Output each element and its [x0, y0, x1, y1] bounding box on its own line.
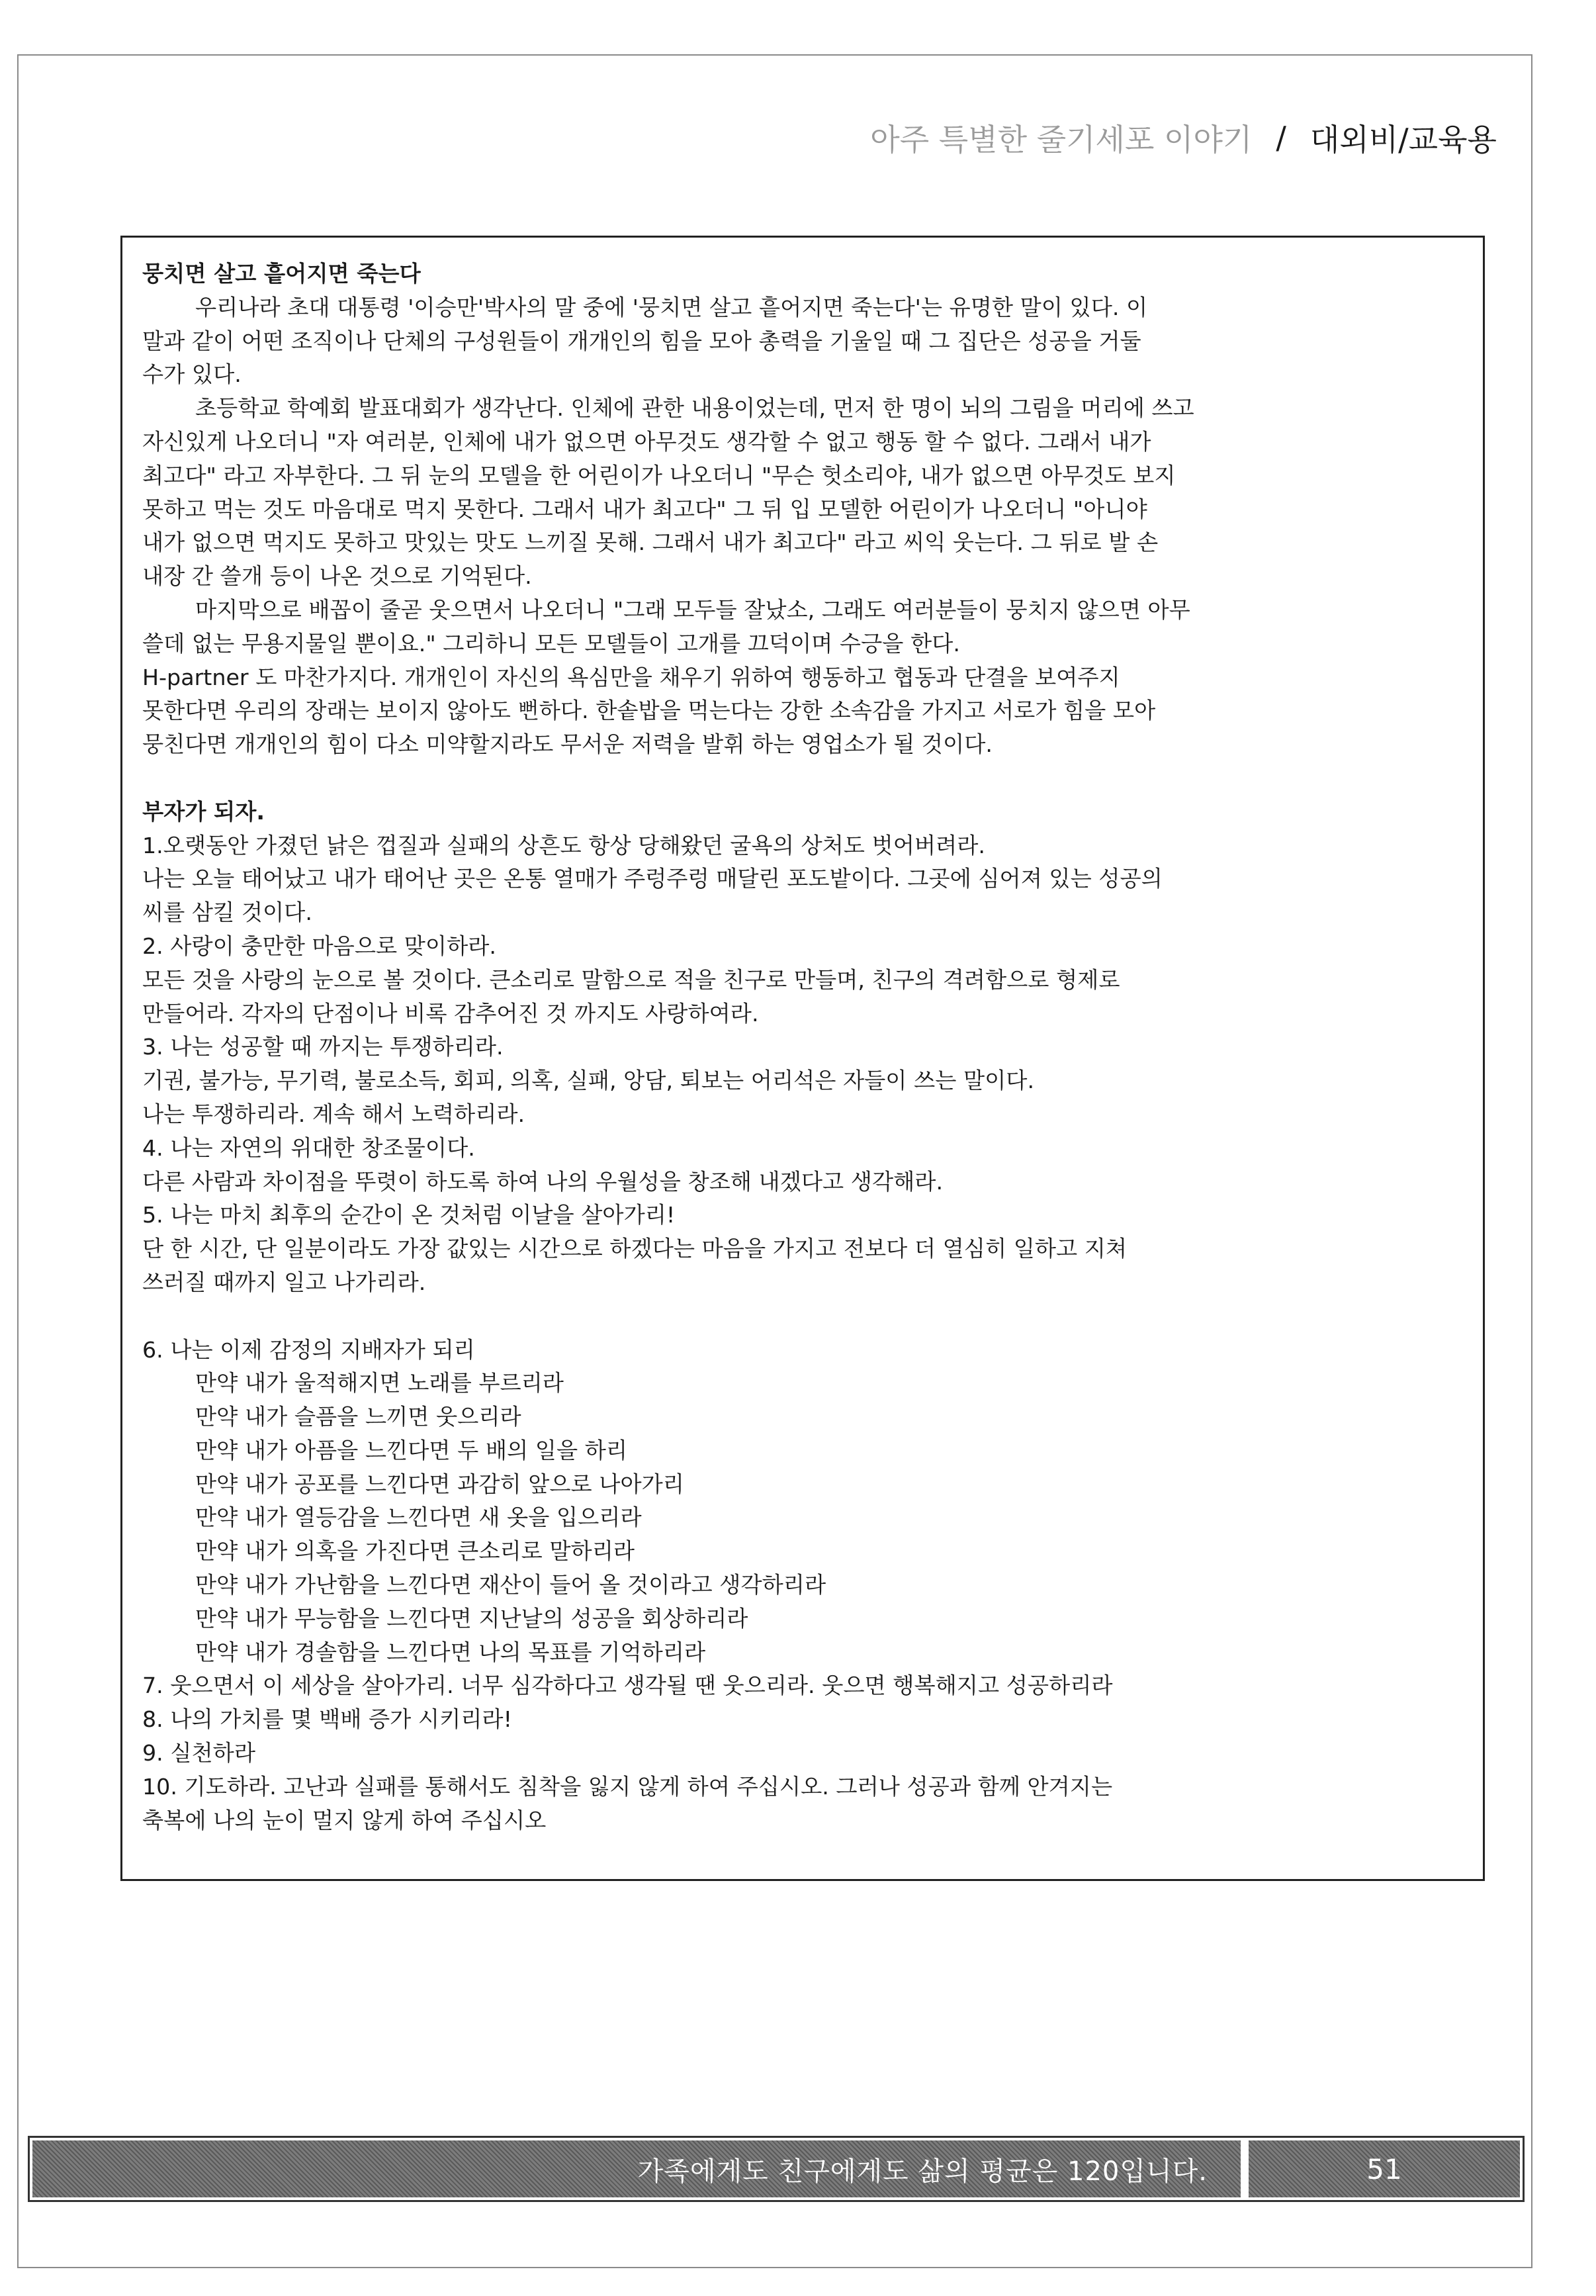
list-line: 단 한 시간, 단 일분이라도 가장 값있는 시간으로 하겠다는 마음을 가지고 전보다 더 열심히 일하고 지쳐 [142, 1236, 1128, 1262]
paragraph-line: 최고다" 라고 자부한다. 그 뒤 눈의 모델을 한 어린이가 나오더니 "무슨 헛소리야, 내가 없으면 아무것도 보지 [142, 462, 1176, 488]
paragraph-line: 마지막으로 배꼽이 줄곧 웃으면서 나오더니 "그래 모두들 잘났소, 그래도 여러분들이 뭉치지 않으면 아무 [195, 596, 1190, 623]
header-category: 대외비/교육용 [1309, 122, 1497, 158]
paragraph-line: 쓸데 없는 무용지물일 뿐이요." 그리하니 모든 모델들이 고개를 끄덕이며 수긍을 한다. [142, 630, 960, 657]
sub-list-line: 만약 내가 무능함을 느낀다면 지난날의 성공을 회상하리라 [195, 1605, 748, 1631]
paragraph-line: 뭉친다면 개개인의 힘이 다소 미약할지라도 무서운 저력을 발휘 하는 영업소가 될 것이다. [142, 731, 993, 758]
list-line: 1.오랫동안 가졌던 낡은 껍질과 실패의 상흔도 항상 당해왔던 굴욕의 상처도 벗어버려라. [142, 832, 985, 858]
list-line: 쓰러질 때까지 일고 나가리라. [142, 1269, 426, 1295]
paragraph-line: 자신있게 나오더니 "자 여러분, 인체에 내가 없으면 아무것도 생각할 수 없고 행동 할 수 없다. 그래서 내가 [142, 428, 1151, 455]
paragraph-line: 초등학교 학예회 발표대회가 생각난다. 인체에 관한 내용이었는데, 먼저 한 명이 뇌의 그림을 머리에 쓰고 [195, 395, 1194, 422]
footer-bar [28, 2136, 1525, 2202]
section-heading: 뭉치면 살고 흩어지면 죽는다 [142, 261, 421, 287]
list-line: 2. 사랑이 충만한 마음으로 맞이하라. [142, 933, 496, 959]
spacer [142, 762, 1456, 796]
list-line: 8. 나의 가치를 몇 백배 증가 시키리라! [142, 1706, 512, 1733]
running-header [870, 118, 1497, 158]
sub-list-line: 만약 내가 열등감을 느낀다면 새 옷을 입으리라 [195, 1504, 642, 1531]
header-separator: / [1276, 120, 1286, 156]
header-title: 아주 특별한 줄기세포 이야기 [870, 122, 1253, 158]
list-line: 7. 웃으면서 이 세상을 살아가리. 너무 심각하다고 생각될 땐 웃으리라. 웃으면 행복해지고 성공하리라 [142, 1673, 1113, 1699]
list-line: 기권, 불가능, 무기력, 불로소득, 회피, 의혹, 실패, 앙담, 퇴보는 어리석은 자들이 쓰는 말이다. [142, 1068, 1035, 1094]
list-line: 다른 사람과 차이점을 뚜렷이 하도록 하여 나의 우월성을 창조해 내겠다고 생각해라. [142, 1168, 944, 1195]
list-line: 4. 나는 자연의 위대한 창조물이다. [142, 1134, 475, 1161]
paragraph-line: 수가 있다. [142, 361, 242, 388]
paragraph-line: 내장 간 쓸개 등이 나온 것으로 기억된다. [142, 563, 532, 590]
body-text [142, 257, 1456, 1837]
list-line: 3. 나는 성공할 때 까지는 투쟁하리라. [142, 1034, 504, 1060]
sub-list-line: 만약 내가 가난함을 느낀다면 재산이 들어 올 것이라고 생각하리라 [195, 1572, 826, 1598]
sub-list-line: 만약 내가 울적해지면 노래를 부르리라 [195, 1370, 564, 1397]
list-line: 나는 투쟁하리라. 계속 해서 노력하리라. [142, 1101, 525, 1127]
list-line: 축복에 나의 눈이 멀지 않게 하여 주십시오 [142, 1807, 547, 1833]
list-line: 씨를 삼킬 것이다. [142, 899, 312, 926]
footer-slogan-panel [32, 2140, 1241, 2197]
sub-list-line: 만약 내가 공포를 느낀다면 과감히 앞으로 나아가리 [195, 1471, 684, 1497]
paragraph-line: 내가 없으면 먹지도 못하고 맛있는 맛도 느끼질 못해. 그래서 내가 최고다" 라고 씨익 웃는다. 그 뒤로 발 손 [142, 529, 1159, 556]
sub-list-line: 만약 내가 경솔함을 느낀다면 나의 목표를 기억하리라 [195, 1639, 706, 1665]
paragraph-line: 말과 같이 어떤 조직이나 단체의 구성원들이 개개인의 힘을 모아 총력을 기울일 때 그 집단은 성공을 거둘 [142, 328, 1141, 354]
section-heading: 부자가 되자. [142, 798, 265, 825]
paragraph-line: 우리나라 초대 대통령 '이승만'박사의 말 중에 '뭉치면 살고 흩어지면 죽는다'는 유명한 말이 있다. 이 [195, 294, 1148, 320]
list-line: 모든 것을 사랑의 눈으로 볼 것이다. 큰소리로 말함으로 적을 친구로 만들며, 친구의 격려함으로 형제로 [142, 966, 1120, 993]
footer-divider [1241, 2140, 1249, 2197]
list-line: 9. 실천하라 [142, 1740, 256, 1767]
list-line: 만들어라. 각자의 단점이나 비록 감추어진 것 까지도 사랑하여라. [142, 1000, 759, 1027]
content-box [120, 236, 1485, 1881]
list-line: 6. 나는 이제 감정의 지배자가 되리 [142, 1336, 475, 1363]
spacer [142, 1300, 1456, 1334]
list-line: 5. 나는 마치 최후의 순간이 온 것처럼 이날을 살아가리! [142, 1202, 676, 1228]
footer-slogan: 가족에게도 친구에게도 삶의 평균은 120입니다. [637, 2156, 1208, 2187]
paragraph-line: 못한다면 우리의 장래는 보이지 않아도 뻔하다. 한솥밥을 먹는다는 강한 소속감을 가지고 서로가 힘을 모아 [142, 698, 1156, 724]
list-line: 10. 기도하라. 고난과 실패를 통해서도 침착을 잃지 않게 하여 주십시오. 그러나 성공과 함께 안겨지는 [142, 1773, 1113, 1800]
sub-list-line: 만약 내가 아픔을 느낀다면 두 배의 일을 하리 [195, 1437, 628, 1463]
page-number-panel [1249, 2140, 1520, 2197]
sub-list-line: 만약 내가 의혹을 가진다면 큰소리로 말하리라 [195, 1538, 635, 1565]
paragraph-line: 못하고 먹는 것도 마음대로 먹지 못한다. 그래서 내가 최고다" 그 뒤 입 모델한 어린이가 나오더니 "아니야 [142, 496, 1147, 522]
paragraph-line: H-partner 도 마찬가지다. 개개인이 자신의 욕심만을 채우기 위하여 행동하고 협동과 단결을 보여주지 [142, 664, 1120, 690]
list-line: 나는 오늘 태어났고 내가 태어난 곳은 온통 열매가 주렁주렁 매달린 포도밭이다. 그곳에 심어져 있는 성공의 [142, 866, 1163, 892]
page-number: 51 [1366, 2152, 1402, 2185]
sub-list-line: 만약 내가 슬픔을 느끼면 웃으리라 [195, 1404, 521, 1430]
